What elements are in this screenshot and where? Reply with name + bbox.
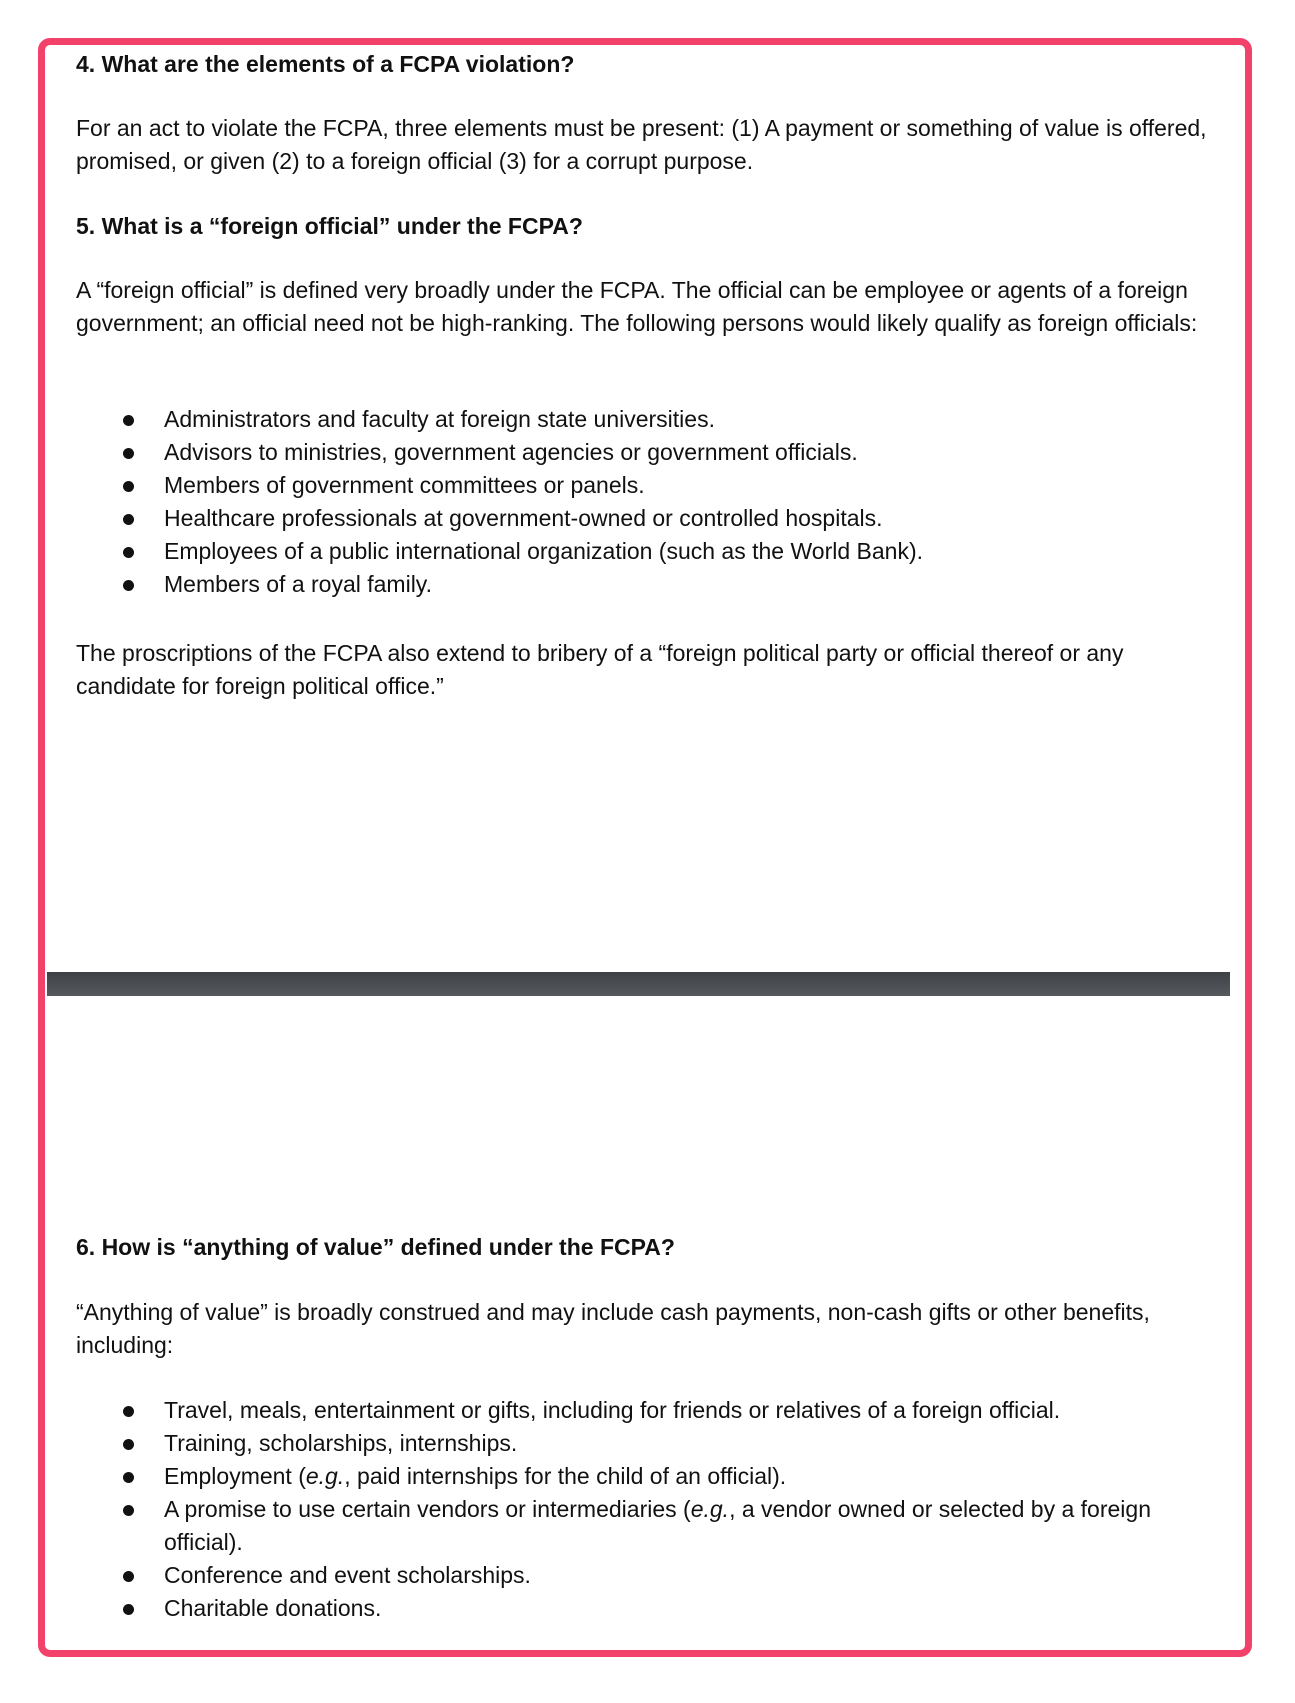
list-item <box>76 1493 1216 1559</box>
section-5-heading: 5. What is a “foreign official” under the FCPA? <box>76 213 583 239</box>
foreign-official-list <box>76 403 1216 601</box>
list-item-text-start: Employment ( <box>164 1463 306 1489</box>
list-item: Charitable donations. <box>76 1592 1216 1625</box>
list-item-emphasis: e.g. <box>305 1463 345 1489</box>
section-5-closing: The proscriptions of the FCPA also extend to bribery of a “foreign political party or official thereof or any candidate for foreign political office.” <box>76 640 1124 699</box>
list-item-text-end: , a vendor owned or selected by a foreign official). <box>164 1496 1151 1555</box>
section-4-paragraph: For an act to violate the FCPA, three elements must be present: (1) A payment or something of value is offered, promised, or given (2) to a foreign official (3) for a corrupt purpose. <box>76 115 1207 174</box>
list-item: Members of a royal family. <box>76 568 1216 601</box>
list-item-emphasis: e.g. <box>690 1496 730 1522</box>
section-5-paragraph: A “foreign official” is defined very broadly under the FCPA. The official can be employee or agents of a foreign government; an official need not be high-ranking. The following persons would likely qualify as foreign officials: <box>76 277 1198 336</box>
list-item: Healthcare professionals at government-owned or controlled hospitals. <box>76 502 1216 535</box>
list-item-text-start: A promise to use certain vendors or intermediaries ( <box>164 1496 691 1522</box>
list-item: Travel, meals, entertainment or gifts, including for friends or relatives of a foreign official. <box>76 1394 1216 1427</box>
section-4-heading: 4. What are the elements of a FCPA violation? <box>76 51 575 77</box>
section-6-paragraph: “Anything of value” is broadly construed and may include cash payments, non-cash gifts or other benefits, including: <box>76 1299 1150 1358</box>
list-item: Conference and event scholarships. <box>76 1559 1216 1592</box>
page-break-divider <box>47 972 1230 996</box>
list-item <box>76 1460 1216 1493</box>
list-item: Advisors to ministries, government agencies or government officials. <box>76 436 1216 469</box>
list-item: Training, scholarships, internships. <box>76 1427 1216 1460</box>
list-item: Employees of a public international organization (such as the World Bank). <box>76 535 1216 568</box>
list-item-text-end: , paid internships for the child of an official). <box>344 1463 787 1489</box>
list-item: Administrators and faculty at foreign state universities. <box>76 403 1216 436</box>
anything-of-value-list <box>76 1394 1216 1625</box>
section-6-heading: 6. How is “anything of value” defined under the FCPA? <box>76 1234 675 1260</box>
list-item: Members of government committees or panels. <box>76 469 1216 502</box>
